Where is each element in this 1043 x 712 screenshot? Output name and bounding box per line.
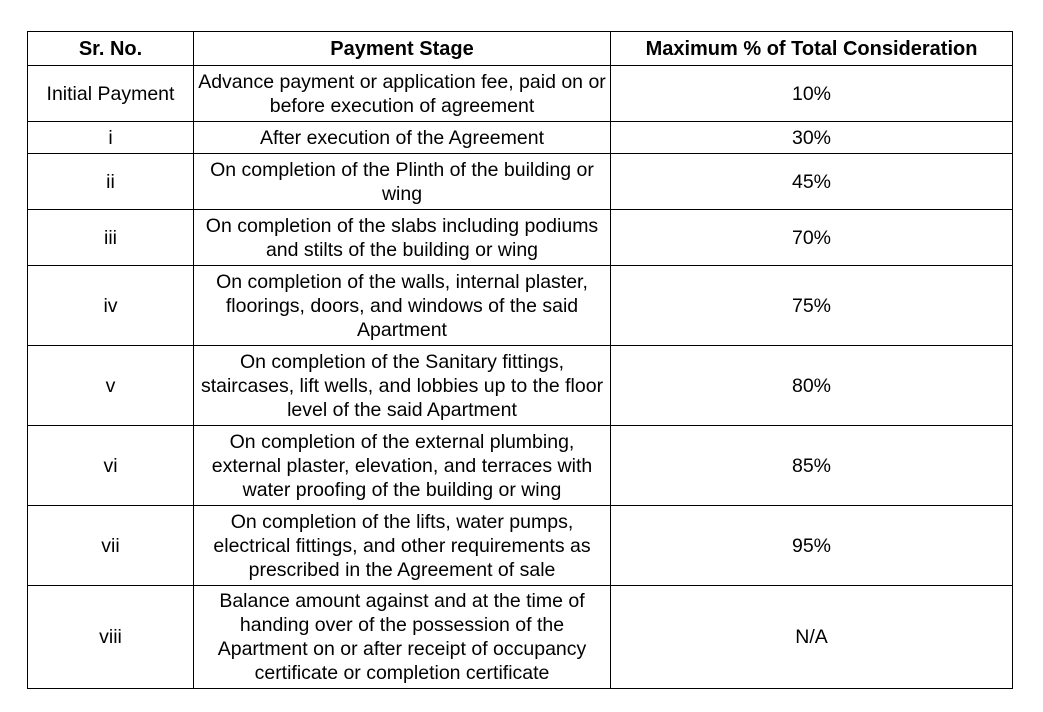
table-row xyxy=(28,346,1013,426)
sr-no-cell: vii xyxy=(28,506,194,586)
payment-stage-cell: After execution of the Agreement xyxy=(194,122,611,154)
header-row xyxy=(28,32,1013,66)
table-row xyxy=(28,266,1013,346)
max-percent-cell: 70% xyxy=(611,210,1013,266)
table-row xyxy=(28,122,1013,154)
header-maximum-percent: Maximum % of Total Consideration xyxy=(611,32,1013,66)
sr-no-cell: vi xyxy=(28,426,194,506)
max-percent-cell: 80% xyxy=(611,346,1013,426)
table-row xyxy=(28,586,1013,689)
max-percent-cell: 75% xyxy=(611,266,1013,346)
payment-schedule-table xyxy=(27,31,1013,689)
payment-stage-cell: On completion of the external plumbing, external plaster, elevation, and terraces with water proofing of the building or wing xyxy=(194,426,611,506)
payment-stage-cell: On completion of the Sanitary fittings, staircases, lift wells, and lobbies up to the floor level of the said Apartment xyxy=(194,346,611,426)
sr-no-cell: iii xyxy=(28,210,194,266)
header-payment-stage: Payment Stage xyxy=(194,32,611,66)
max-percent-cell: 95% xyxy=(611,506,1013,586)
payment-stage-cell: On completion of the lifts, water pumps, electrical fittings, and other requirements as prescribed in the Agreement of sale xyxy=(194,506,611,586)
table-row xyxy=(28,66,1013,122)
table-row xyxy=(28,506,1013,586)
max-percent-cell: 10% xyxy=(611,66,1013,122)
header-sr-no: Sr. No. xyxy=(28,32,194,66)
sr-no-cell: iv xyxy=(28,266,194,346)
max-percent-cell: 85% xyxy=(611,426,1013,506)
table-row xyxy=(28,426,1013,506)
sr-no-cell: Initial Payment xyxy=(28,66,194,122)
sr-no-cell: ii xyxy=(28,154,194,210)
payment-stage-cell: On completion of the Plinth of the building or wing xyxy=(194,154,611,210)
table-row xyxy=(28,154,1013,210)
max-percent-cell: N/A xyxy=(611,586,1013,689)
payment-stage-cell: On completion of the walls, internal plaster, floorings, doors, and windows of the said Apartment xyxy=(194,266,611,346)
payment-stage-cell: Advance payment or application fee, paid on or before execution of agreement xyxy=(194,66,611,122)
table-row xyxy=(28,210,1013,266)
max-percent-cell: 30% xyxy=(611,122,1013,154)
max-percent-cell: 45% xyxy=(611,154,1013,210)
sr-no-cell: v xyxy=(28,346,194,426)
sr-no-cell: viii xyxy=(28,586,194,689)
sr-no-cell: i xyxy=(28,122,194,154)
payment-stage-cell: On completion of the slabs including podiums and stilts of the building or wing xyxy=(194,210,611,266)
payment-stage-cell: Balance amount against and at the time of handing over of the possession of the Apartment on or after receipt of occupancy certificate or completion certificate xyxy=(194,586,611,689)
